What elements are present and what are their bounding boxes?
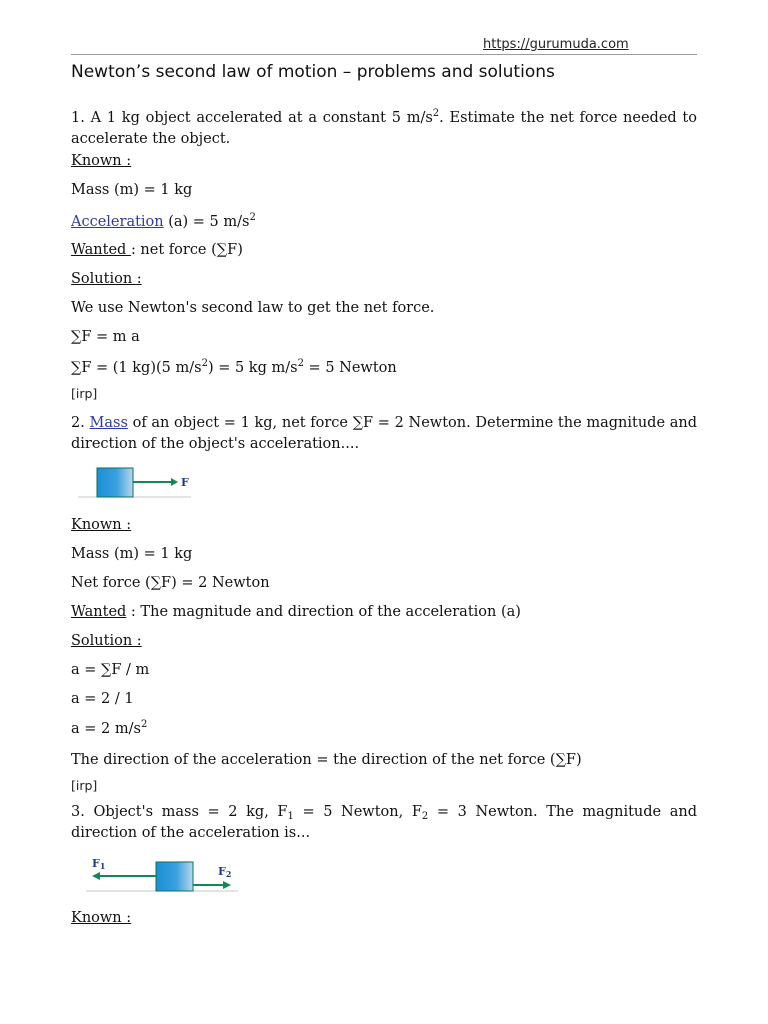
problem-1-solution-heading: Solution : (71, 271, 142, 287)
problem-1-known-heading: Known : (71, 153, 132, 169)
irp-marker: [irp] (71, 386, 98, 401)
problem-2-net-force: Net force (∑F) = 2 Newton (71, 575, 270, 591)
problem-1-solution-line-2: ∑F = m a (71, 329, 140, 345)
problem-2-question: 2. Mass of an object = 1 kg, net force ∑F = 2 Newton. Determine the magnitude and direction of the object's acceleration.... (71, 415, 697, 452)
force-arrow-head (171, 478, 178, 486)
problem-3-question: 3. Object's mass = 2 kg, $F_1 = 5$ Newton, $F_2 = 3$ Newton. The magnitude and direction of the acceleration is... (71, 804, 697, 841)
force-f1-arrow-head (92, 872, 100, 880)
problem-2-wanted: Wanted : The magnitude and direction of the acceleration (a) (71, 604, 521, 620)
two-force-diagram (80, 852, 250, 896)
problem-2-mass: Mass (m) = 1 kg (71, 546, 193, 562)
acceleration-link[interactable]: Acceleration (71, 214, 164, 230)
problem-1-acceleration: Acceleration (a) = 5 $m/s^2$ (71, 212, 256, 230)
single-force-diagram (76, 462, 206, 502)
object-block (156, 862, 193, 891)
irp-marker: [irp] (71, 778, 98, 793)
object-block (97, 468, 133, 497)
problem-1-question: 1. A 1 kg object accelerated at a constant 5 $m/s^2$. Estimate the net force needed to accelerate the object. (71, 108, 697, 147)
force-f1-label: F1 (92, 857, 106, 871)
problem-1-solution-line-1: We use Newton's second law to get the net force. (71, 300, 435, 316)
problem-2-solution-heading: Solution : (71, 633, 142, 649)
problem-2-solution-line-2: a = 2 / 1 (71, 691, 134, 707)
problem-3-known-heading: Known : (71, 910, 132, 926)
source-url-link[interactable]: https://gurumuda.com (483, 37, 629, 52)
problem-1-solution-line-3: ∑F = (1 kg)(5 $m/s^2) = 5$ kg $m/s^2 = 5$ Newton (71, 358, 397, 376)
page-title: Newton’s second law of motion – problems and solutions (71, 62, 555, 82)
mass-link[interactable]: Mass (89, 415, 128, 431)
header-divider (71, 54, 697, 55)
force-f2-arrow-head (223, 881, 231, 889)
problem-1-wanted: Wanted : net force (∑F) (71, 242, 243, 258)
force-f2-label: F2 (218, 865, 232, 879)
problem-2-solution-line-1: a = ∑F / m (71, 662, 150, 678)
problem-2-solution-line-3: a = 2 $m/s^2$ (71, 719, 148, 737)
force-label: F (181, 476, 189, 489)
problem-2-solution-line-4: The direction of the acceleration = the direction of the net force (∑F) (71, 752, 582, 768)
problem-2-known-heading: Known : (71, 517, 132, 533)
problem-1-mass: Mass (m) = 1 kg (71, 182, 193, 198)
